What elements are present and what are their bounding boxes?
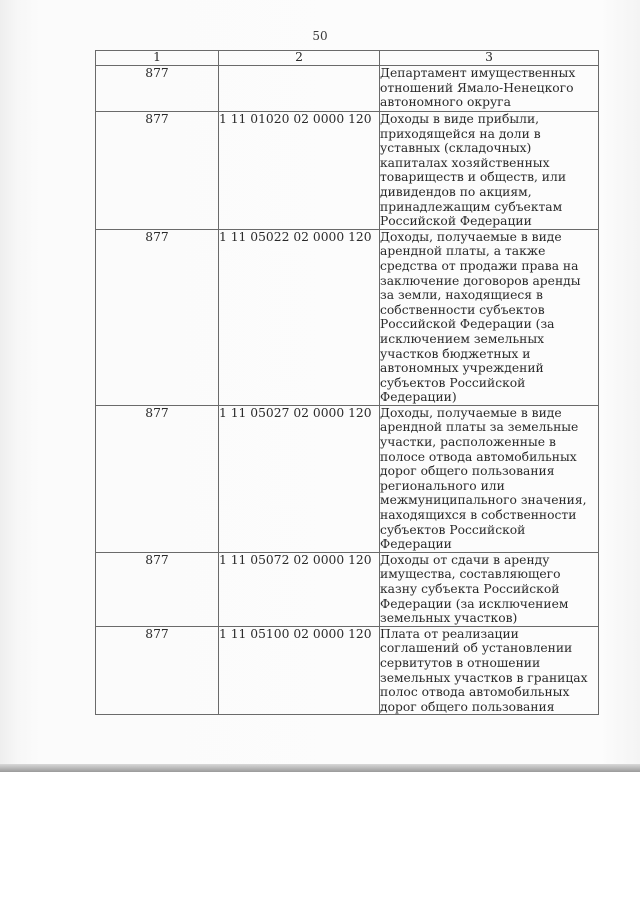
page-number: 50: [312, 29, 328, 43]
description-line: имущества, составляющего: [380, 567, 561, 582]
description-line: Доходы, получаемые в виде: [380, 405, 562, 420]
description-line: соглашений об установлении: [380, 641, 573, 656]
description-line: находящихся в собственности: [380, 508, 577, 523]
administrator-code-cell: 877: [96, 552, 219, 626]
description-line: полосе отвода автомобильных: [380, 449, 577, 464]
description-line: Федерации (за исключением: [380, 596, 569, 611]
description-line: принадлежащим субъектам: [380, 199, 563, 214]
table-row: [96, 626, 599, 715]
budget-code-cell: 1 11 05100 02 0000 120: [219, 626, 380, 715]
administrator-code-cell: 877: [96, 626, 219, 715]
description-line: межмуниципального значения,: [380, 493, 587, 508]
administrator-code-cell: 877: [96, 66, 219, 112]
description-line: дорог общего пользования: [380, 699, 555, 714]
description-line: полос отвода автомобильных: [380, 685, 570, 700]
column-header-2: 2: [219, 51, 380, 66]
description-line: собственности субъектов: [380, 302, 545, 317]
table-row: [96, 229, 599, 405]
table-row: [96, 66, 599, 112]
description-line: Доходы от сдачи в аренду: [380, 552, 550, 567]
description-line: регионального или: [380, 478, 505, 493]
description-line: уставных (складочных): [380, 141, 532, 156]
description-line: казну субъекта Российской: [380, 582, 560, 596]
budget-revenue-table: [95, 50, 599, 715]
description-line: земельных участков): [380, 611, 518, 626]
description-line: участки, расположенные в: [380, 435, 556, 450]
description-line: товариществ и обществ, или: [380, 170, 567, 185]
description-cell: [380, 66, 599, 112]
description-line: Плата от реализации: [380, 626, 519, 641]
description-cell: [380, 552, 599, 626]
description-line: субъектов Российской: [380, 375, 526, 390]
budget-code-cell: [219, 66, 380, 112]
description-line: автономных учреждений: [380, 361, 544, 376]
description-line: Российской Федерации: [380, 214, 532, 229]
description-line: исключением земельных: [380, 331, 545, 346]
description-line: Департамент имущественных: [380, 66, 576, 80]
description-line: Федерации): [380, 390, 457, 405]
table-row: [96, 112, 599, 230]
description-line: сервитутов в отношении: [380, 655, 541, 670]
description-line: земельных участков в границах: [380, 670, 588, 685]
description-line: субъектов Российской: [380, 522, 526, 537]
description-line: дивидендов по акциям,: [380, 184, 532, 199]
description-line: арендной платы, а также: [380, 244, 546, 259]
description-line: заключение договоров аренды: [380, 273, 581, 288]
description-line: участков бюджетных и: [380, 346, 531, 361]
column-header-1: 1: [96, 51, 219, 66]
description-line: отношений Ямало-Ненецкого: [380, 80, 574, 95]
description-line: капиталах хозяйственных: [380, 155, 550, 170]
budget-code-cell: 1 11 05022 02 0000 120: [219, 229, 380, 405]
description-line: дорог общего пользования: [380, 464, 555, 479]
description-line: Доходы в виде прибыли,: [380, 112, 540, 126]
description-cell: [380, 229, 599, 405]
table-header-row: [96, 51, 599, 66]
budget-code-cell: 1 11 01020 02 0000 120: [219, 112, 380, 230]
description-line: Российской Федерации (за: [380, 317, 555, 332]
administrator-code-cell: 877: [96, 405, 219, 552]
administrator-code-cell: 877: [96, 229, 219, 405]
description-cell: [380, 405, 599, 552]
administrator-code-cell: 877: [96, 112, 219, 230]
description-line: за земли, находящиеся в: [380, 288, 543, 303]
description-cell: [380, 112, 599, 230]
scan-edge-shadow: [0, 764, 640, 772]
description-line: приходящейся на доли в: [380, 126, 541, 141]
description-line: автономного округа: [380, 95, 511, 110]
budget-code-cell: 1 11 05072 02 0000 120: [219, 552, 380, 626]
budget-code-cell: 1 11 05027 02 0000 120: [219, 405, 380, 552]
column-header-3: 3: [380, 51, 599, 66]
description-cell: [380, 626, 599, 715]
description-line: средства от продажи права на: [380, 258, 579, 273]
description-line: арендной платы за земельные: [380, 420, 579, 435]
description-line: Доходы, получаемые в виде: [380, 229, 562, 244]
description-line: Федерации: [380, 537, 452, 552]
table-row: [96, 405, 599, 552]
table-row: [96, 552, 599, 626]
